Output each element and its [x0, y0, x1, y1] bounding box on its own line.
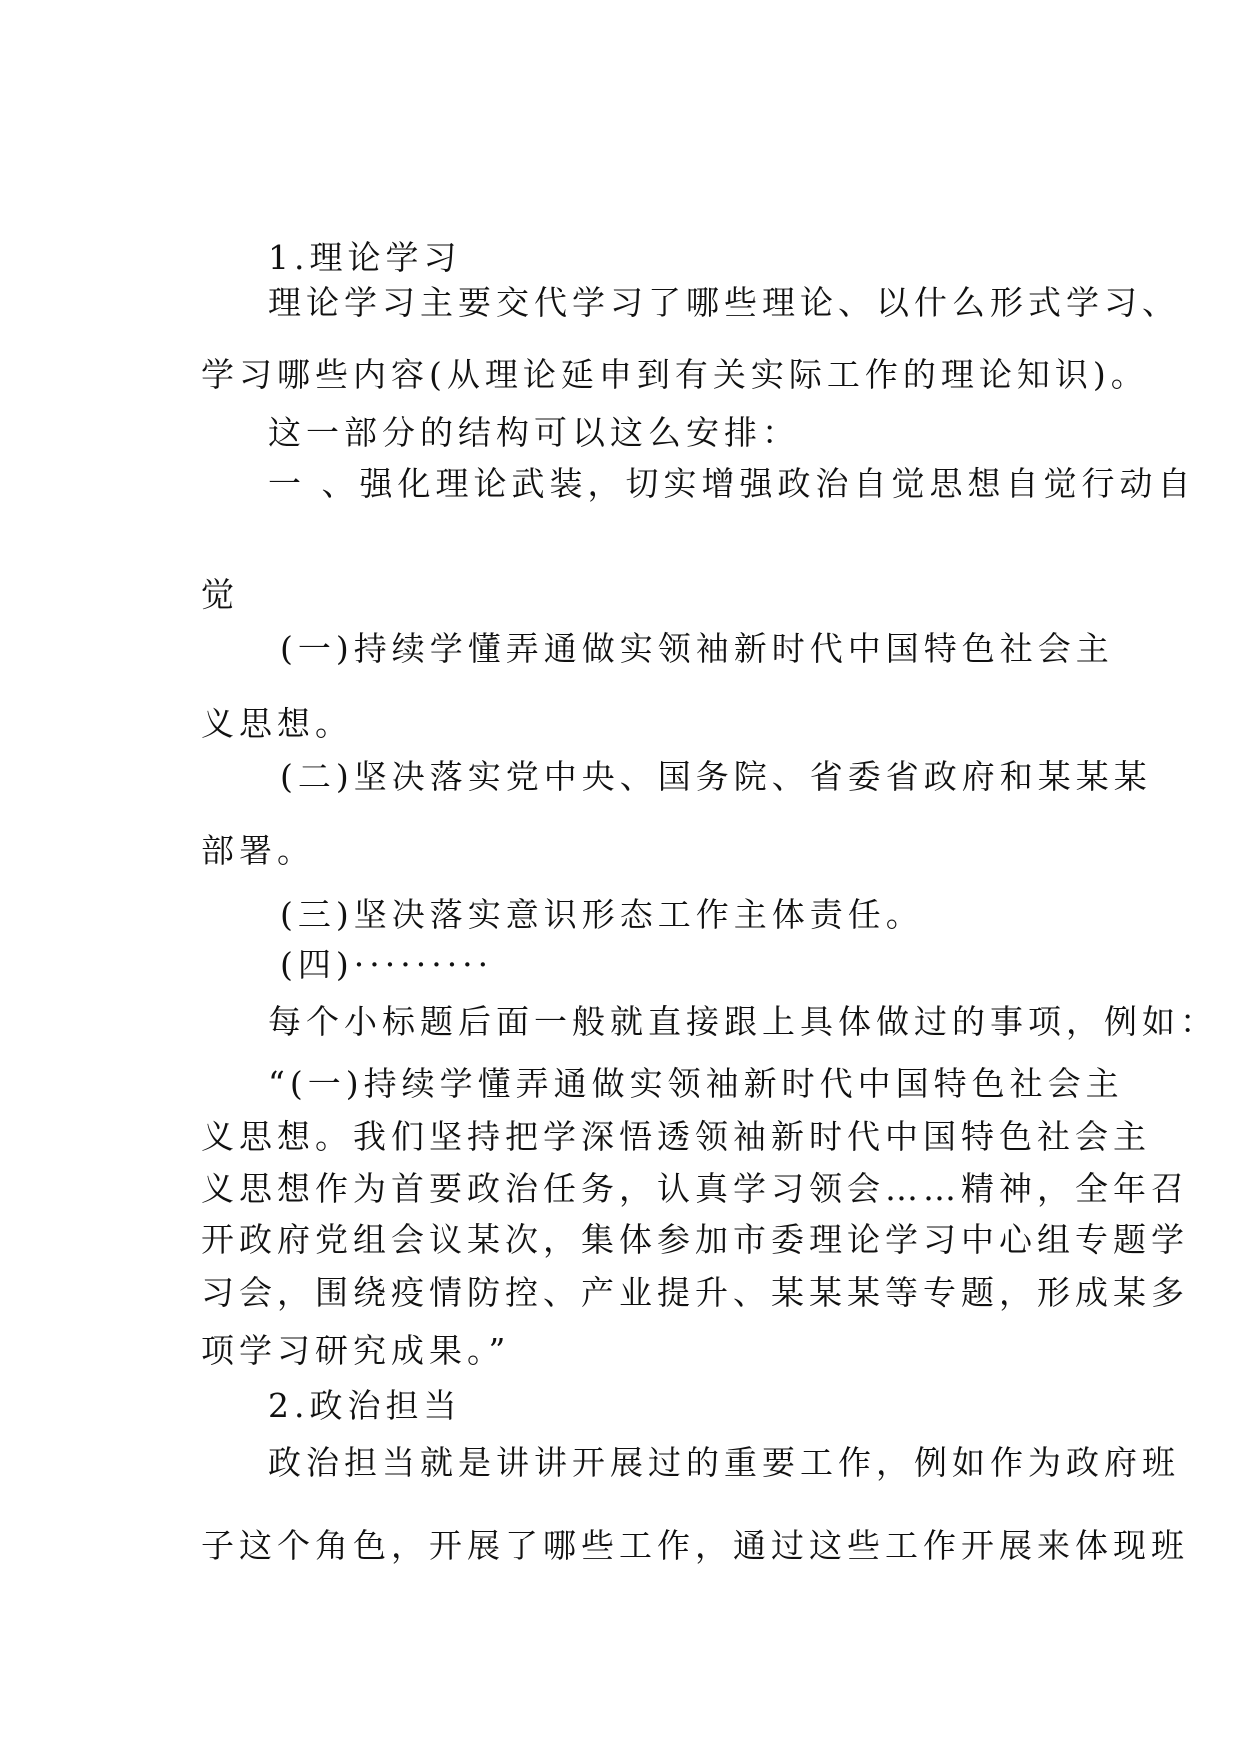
part-title-line-1: 一 、强化理论武装，切实增强政治自觉思想自觉行动自	[268, 464, 1196, 503]
structure-note: 这一部分的结构可以这么安排：	[268, 413, 800, 452]
section-1-heading: 1.理论学习	[268, 238, 462, 277]
section-2-intro-line-2: 子这个角色，开展了哪些工作，通过这些工作开展来体现班	[201, 1526, 1189, 1565]
subheading-3: (三)坚决落实意识形态工作主体责任。	[280, 895, 924, 934]
subheading-1-line-1: (一)持续学懂弄通做实领袖新时代中国特色社会主	[280, 629, 1114, 668]
subheading-4: (四)·········	[280, 945, 494, 984]
section-2-heading: 2.政治担当	[268, 1386, 462, 1425]
section-1-intro-line-2: 学习哪些内容(从理论延申到有关实际工作的理论知识)。	[201, 355, 1149, 394]
quote-line-2: 义思想。我们坚持把学深悟透领袖新时代中国特色社会主	[201, 1117, 1151, 1156]
section-1-intro-line-1: 理论学习主要交代学习了哪些理论、以什么形式学习、	[268, 283, 1180, 322]
quote-line-6: 项学习研究成果。”	[201, 1331, 511, 1370]
quote-line-5: 习会，围绕疫情防控、产业提升、某某某等专题，形成某多	[201, 1273, 1189, 1312]
quote-line-1: “(一)持续学懂弄通做实领袖新时代中国特色社会主	[268, 1064, 1124, 1103]
subheading-2-line-2: 部署。	[201, 831, 315, 870]
part-title-line-2: 觉	[201, 575, 239, 614]
quote-line-4: 开政府党组会议某次，集体参加市委理论学习中心组专题学	[201, 1220, 1189, 1259]
quote-line-3: 义思想作为首要政治任务，认真学习领会……精神，全年召	[201, 1169, 1189, 1208]
example-note: 每个小标题后面一般就直接跟上具体做过的事项，例如：	[268, 1002, 1218, 1041]
subheading-1-line-2: 义思想。	[201, 704, 353, 743]
subheading-2-line-1: (二)坚决落实党中央、国务院、省委省政府和某某某	[280, 757, 1152, 796]
section-2-intro-line-1: 政治担当就是讲讲开展过的重要工作，例如作为政府班	[268, 1443, 1180, 1482]
